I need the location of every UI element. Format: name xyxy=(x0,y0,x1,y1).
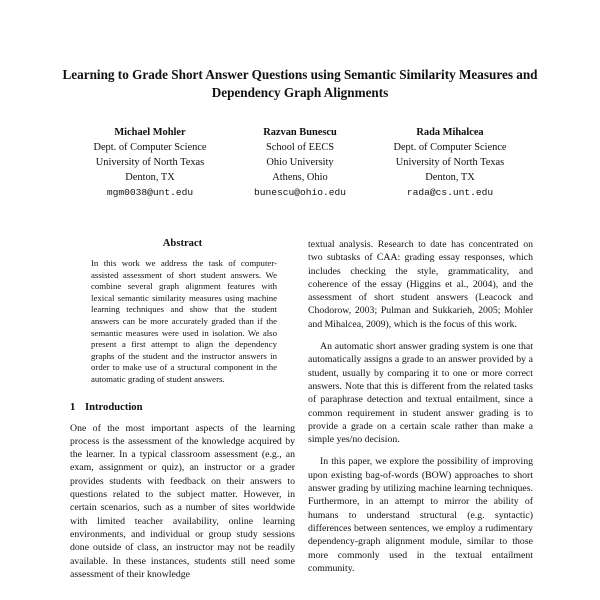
section-title: Introduction xyxy=(85,401,143,413)
author-org: University of North Texas xyxy=(95,157,205,168)
author-location: Denton, TX xyxy=(425,172,475,183)
section-number: 1 xyxy=(70,401,76,413)
author-name: Michael Mohler xyxy=(114,127,186,138)
body-paragraph: In this paper, we explore the possibility of improving upon existing bag-of-words (BOW) approaches to short answer grading by utilizing machine learning techniques. Furthermore, in an attempt to mirror the ability of humans to understand structural (e.g. syntactic) differences between sentences, we employ a rudimentary dependency-graph alignment module, similar to those more commonly used in the textual entailment community. xyxy=(308,456,533,574)
author-name: Razvan Bunescu xyxy=(263,127,337,138)
author-email: mgm0038@unt.edu xyxy=(106,187,194,198)
right-column xyxy=(308,238,533,575)
abstract-heading: Abstract xyxy=(162,238,203,249)
body-paragraph: textual analysis. Research to date has concentrated on two subtasks of CAA: grading essay responses, which includes checking the style, grammaticality, and coherence of the essay (Higgins et al., 2004), and the assessment of short student answers (Leacock and Chodorow, 2003; Pulman and Sukkarieh, 2005; Mohler and Mihalcea, 2009), which is the focus of this work. xyxy=(308,239,533,330)
abstract-text: In this work we address the task of computer-assisted assessment of short student answers. We combine several graph alignment features with lexical semantic similarity measures using machine learning techniques and show that the student answers can be more accurately graded than if the semantic measures were used in isolation. We also present a first attempt to align the dependency graphs of the student and the instructor answers in order to make use of a structural component in the automatic grading of student answers. xyxy=(91,258,277,384)
section-heading xyxy=(70,402,295,413)
body-paragraph: An automatic short answer grading system is one that automatically assigns a grade to an answer provided by a student, usually by comparing it to one or more correct answers. Note that this is different from the related tasks of paraphrase detection and textual entailment, since a common requirement in student answer grading is to provide a grade on a certain scale rather than make a simple yes/no decision. xyxy=(308,341,533,446)
author-location: Athens, Ohio xyxy=(272,172,328,183)
author-block xyxy=(215,125,385,200)
author-block xyxy=(65,125,235,200)
left-column xyxy=(70,238,295,581)
author-dept: School of EECS xyxy=(265,142,335,153)
author-email: rada@cs.unt.edu xyxy=(406,187,494,198)
author-dept: Dept. of Computer Science xyxy=(93,142,207,153)
author-dept: Dept. of Computer Science xyxy=(393,142,507,153)
author-org: Ohio University xyxy=(266,157,334,168)
author-email: bunescu@ohio.edu xyxy=(253,187,347,198)
intro-paragraph: One of the most important aspects of the learning process is the assessment of the knowledge acquired by the learner. In a typical classroom assessment (e.g., an exam, assignment or quiz), an instructor or a grader provides students with feedback on their answers to questions related to the subject matter. However, in certain scenarios, such as a number of sites worldwide with limited teacher availability, online learning environments, and individual or group study sessions done outside of class, an instructor may not be readily available. In these instances, students still need some assessment of their knowledge xyxy=(70,422,295,580)
paper-title: Learning to Grade Short Answer Questions using Semantic Similarity Measures and Dependency Graph Alignments xyxy=(62,67,538,100)
author-name: Rada Mihalcea xyxy=(416,127,484,138)
author-location: Denton, TX xyxy=(125,172,175,183)
author-block xyxy=(365,125,535,200)
author-org: University of North Texas xyxy=(395,157,505,168)
